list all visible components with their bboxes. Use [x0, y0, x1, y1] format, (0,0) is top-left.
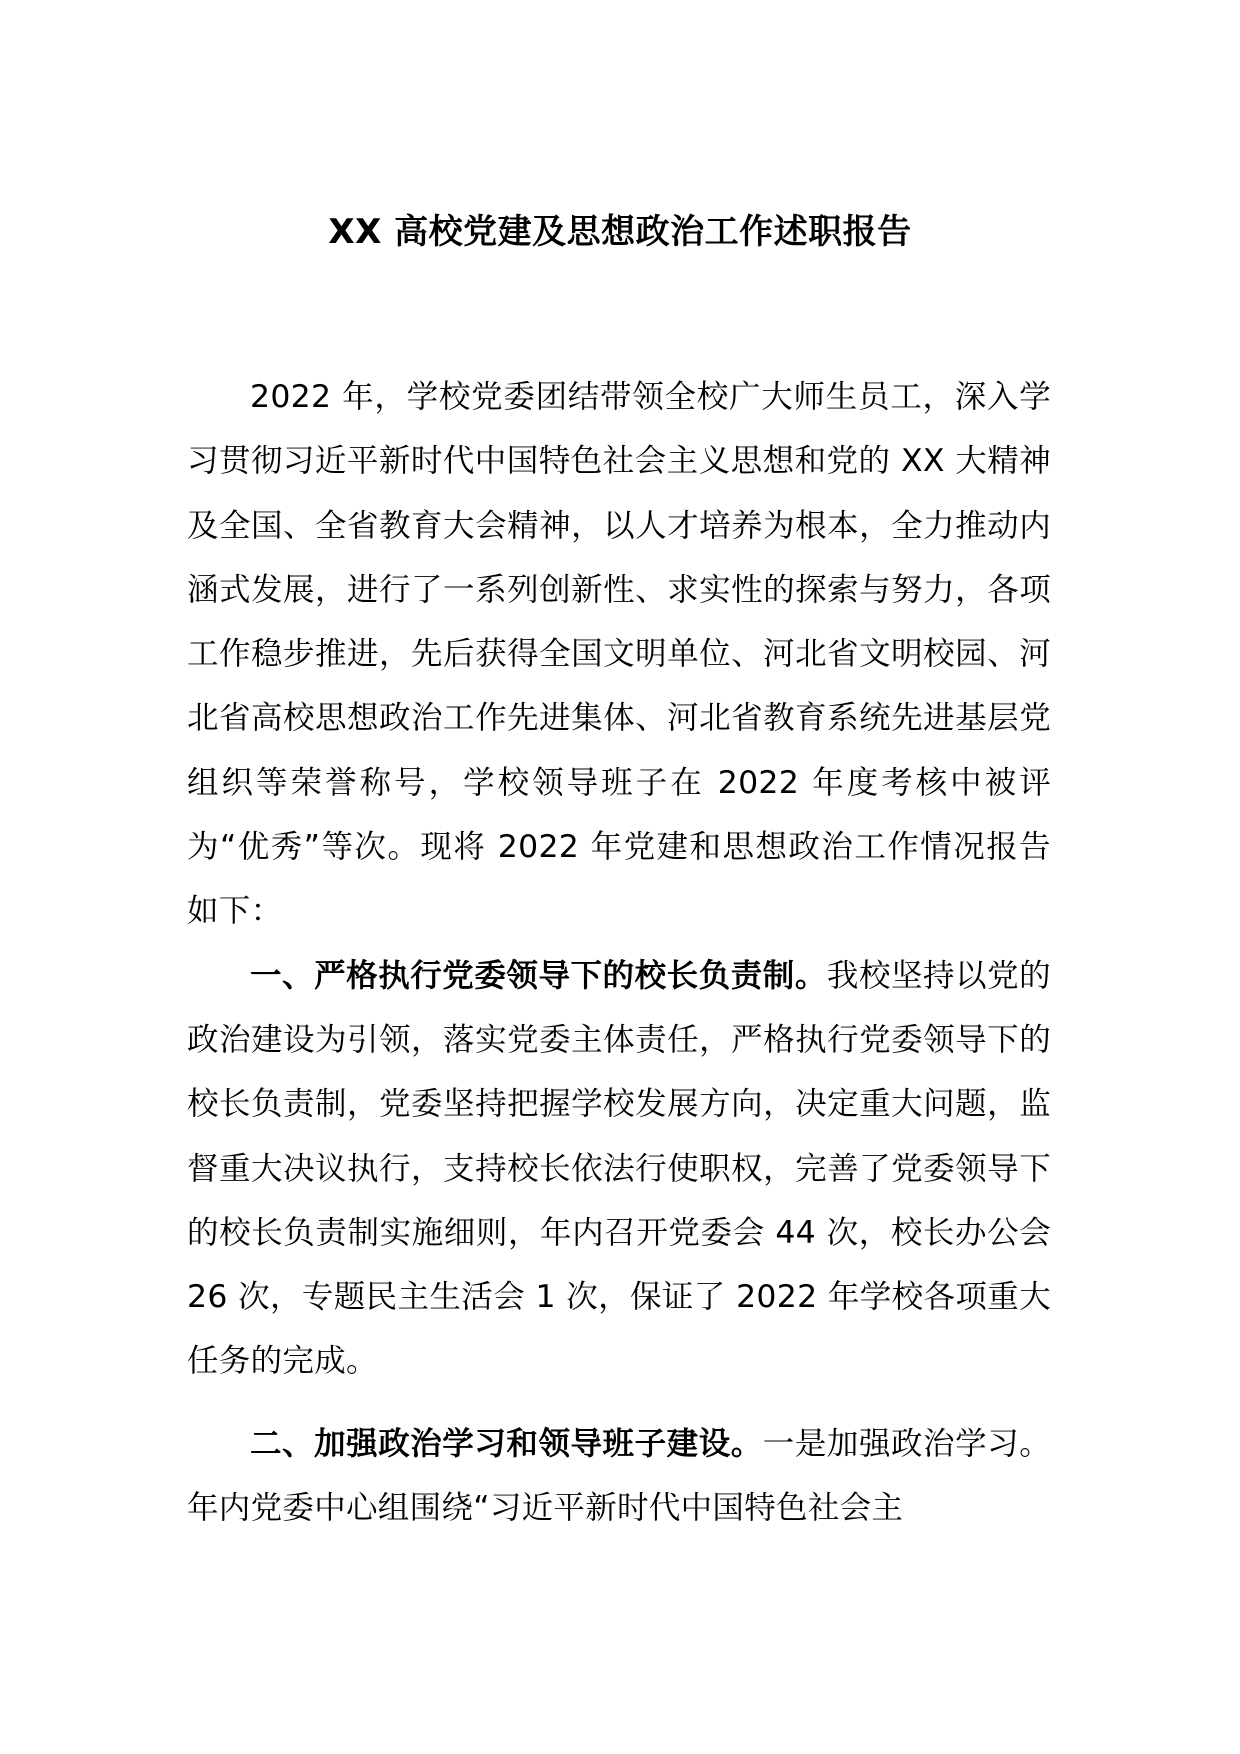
document-title: XX 高校党建及思想政治工作述职报告 — [328, 212, 912, 252]
paragraph-section-1 — [187, 944, 1051, 1394]
section-heading: 一、严格执行党委领导下的校长负责制。 — [250, 957, 827, 994]
document-body — [187, 365, 1051, 1540]
paragraph-text: 我校坚持以党的政治建设为引领，落实党委主体责任，严格执行党委领导下的校长负责制，党委坚持把握学校发展方向，决定重大问题，监督重大决议执行，支持校长依法行使职权，完善了党委领导下的校长负责制实施细则，年内召开党委会 44 次，校长办公会 26 次，专题民主生活会 1 次，保证了 2022 年学校各项重大任务的完成。 — [187, 957, 1051, 1380]
paragraph-section-2 — [187, 1412, 1051, 1541]
paragraph-text: 2022 年，学校党委团结带领全校广大师生员工，深入学习贯彻习近平新时代中国特色社会主义思想和党的 XX 大精神及全国、全省教育大会精神，以人才培养为根本，全力推动内涵式发展，进行了一系列创新性、求实性的探索与努力，各项工作稳步推进，先后获得全国文明单位、河北省文明校园、河北省高校思想政治工作先进集体、河北省教育系统先进基层党组织等荣誉称号，学校领导班子在 2022 年度考核中被评为“优秀”等次。现将 2022 年党建和思想政治工作情况报告如下： — [187, 379, 1051, 930]
section-heading: 二、加强政治学习和领导班子建设。 — [250, 1425, 763, 1462]
paragraph-text: 一是加强政治学习。年内党委中心组围绕“习近平新时代中国特色社会主 — [187, 1425, 1051, 1527]
paragraph-intro — [187, 365, 1051, 944]
